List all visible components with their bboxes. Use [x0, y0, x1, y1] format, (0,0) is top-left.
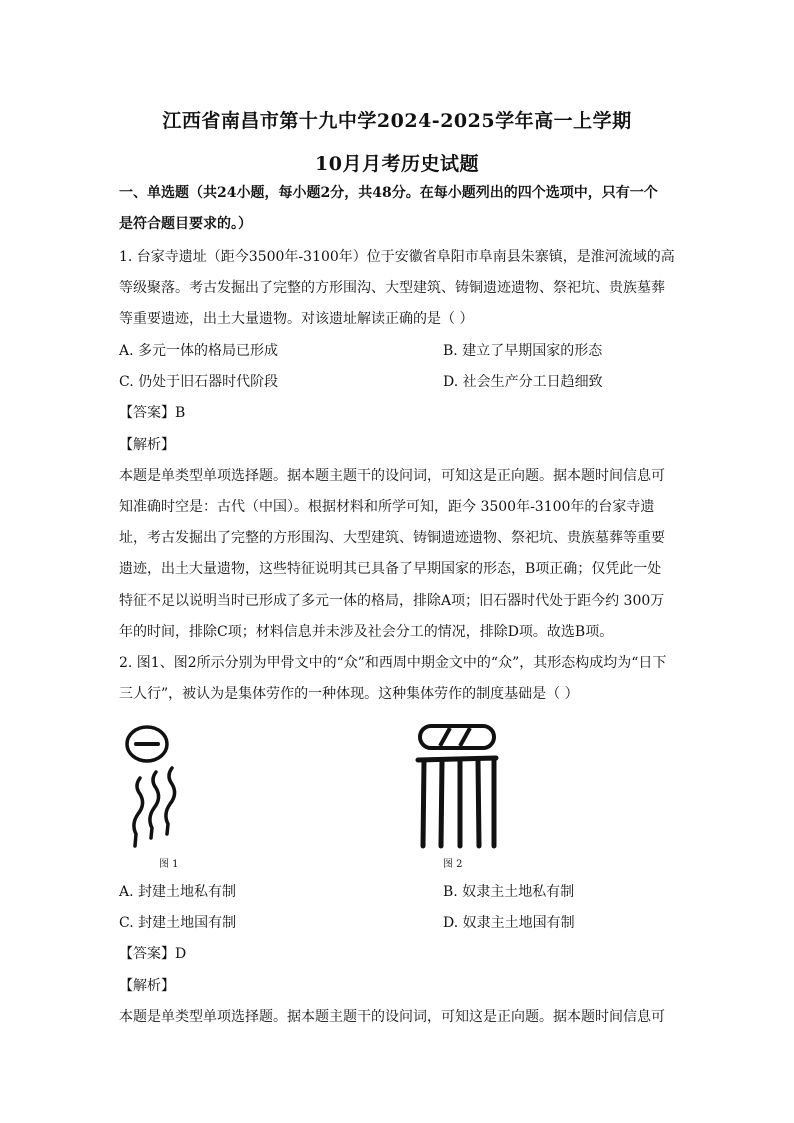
- section-heading-line2: 是符合题目要求的。）: [119, 216, 252, 232]
- q1-analysis-line4: 遗迹，出土大量遗物，这些特征说明其已具备了早期国家的形态，B项正确；仅凭此一处: [119, 561, 662, 577]
- figure-1-caption: 图 1: [159, 859, 179, 870]
- q2-option-b: B. 奴隶主土地私有制: [443, 884, 575, 900]
- q1-stem-line2: 等级聚落。考古发掘出了完整的方形围沟、大型建筑、铸铜遗迹遗物、祭祀坑、贵族墓葬: [119, 280, 665, 296]
- q2-answer: 【答案】D: [119, 946, 187, 962]
- q1-analysis-line2: 知准确时空是：古代（中国）。根据材料和所学可知，距今 3500年-3100年的台家寺遗: [119, 499, 655, 515]
- q1-analysis-line3: 址，考古发掘出了完整的方形围沟、大型建筑、铸铜遗迹遗物、祭祀坑、贵族墓葬等重要: [119, 530, 665, 546]
- doc-title-line1: 江西省南昌市第十九中学2024-2025学年高一上学期: [162, 110, 632, 132]
- q1-analysis-line1: 本题是单类型单项选择题。据本题主题干的设问词，可知这是正向题。据本题时间信息可: [119, 468, 665, 484]
- section-heading-line1: 一、单选题（共24小题，每小题2分，共48分。在每小题列出的四个选项中，只有一个: [119, 185, 658, 201]
- q2-stem-line1: 2. 图1、图2所示分别为甲骨文中的“众”和西周中期金文中的“众”，其形态构成均为“日下: [119, 655, 667, 671]
- q2-analysis-line1: 本题是单类型单项选择题。据本题主题干的设问词，可知这是正向题。据本题时间信息可: [119, 1009, 665, 1025]
- q2-option-d: D. 奴隶主土地国有制: [443, 915, 575, 931]
- q1-option-d: D. 社会生产分工日趋细致: [443, 374, 603, 390]
- q1-option-a: A. 多元一体的格局已形成: [119, 343, 279, 359]
- q2-stem-line2: 三人行”，被认为是集体劳作的一种体现。这种集体劳作的制度基础是（ ）: [119, 686, 579, 702]
- q2-option-a: A. 封建土地私有制: [119, 884, 237, 900]
- q1-option-c: C. 仍处于旧石器时代阶段: [119, 374, 279, 390]
- q1-analysis-label: 【解析】: [119, 437, 175, 453]
- doc-title-line2: 10月月考历史试题: [315, 153, 479, 175]
- q2-analysis-label: 【解析】: [119, 978, 175, 994]
- q2-option-c: C. 封建土地国有制: [119, 915, 237, 931]
- q1-stem-line1: 1. 台家寺遗址（距今3500年-3100年）位于安徽省阜阳市阜南县朱寨镇，是淮河流域的高: [119, 249, 675, 265]
- figure-2-bronze-glyph: [414, 722, 504, 850]
- q1-stem-line3: 等重要遗迹，出土大量遗物。对该遗址解读正确的是（ ）: [119, 311, 474, 327]
- figure-1-oracle-bone-glyph: [118, 722, 198, 852]
- q1-analysis-line5: 特征不足以说明当时已形成了多元一体的格局，排除A项；旧石器时代处于距今约 300万: [119, 593, 665, 609]
- figure-2-caption: 图 2: [443, 859, 463, 870]
- q1-answer: 【答案】B: [119, 405, 186, 421]
- q1-analysis-line6: 年的时间，排除C项；材料信息并未涉及社会分工的情况，排除D项。故选B项。: [119, 624, 614, 640]
- q1-option-b: B. 建立了早期国家的形态: [443, 343, 603, 359]
